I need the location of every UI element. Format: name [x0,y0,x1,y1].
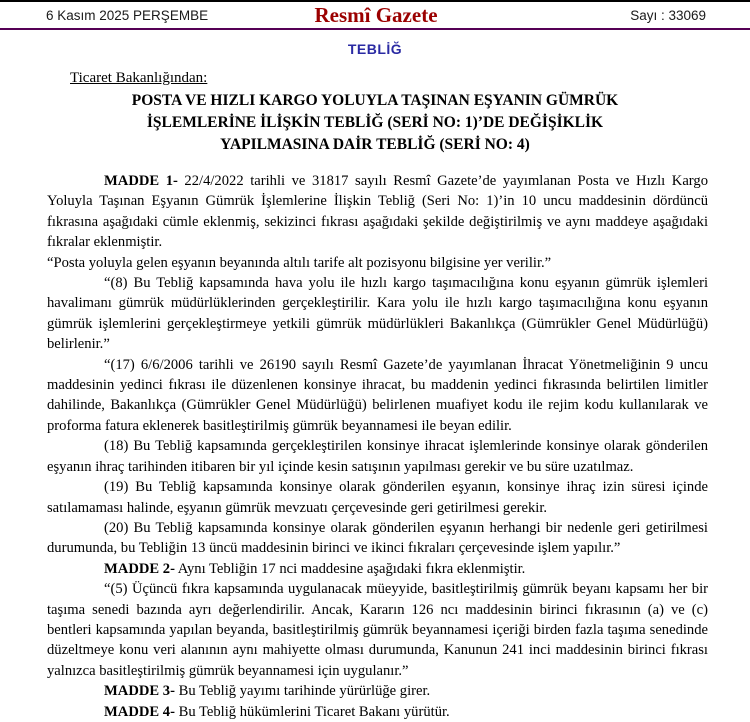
document-body [47,171,708,722]
paragraph-text: Bu Tebliğ yayımı tarihinde yürürlüğe girer. [174,683,431,700]
gazette-title: Resmî Gazete [314,3,438,27]
paragraph-fikra-5 [47,579,708,681]
issue-number: Sayı : 33069 [630,8,706,23]
paragraph-text: (19) Bu Tebliğ kapsamında konsinye olarak gönderilen eşyanın, konsinye ihraç izin süresi içinde satılamaması halinde, eşyanın gümrük mevzuatı çerçevesinde geri getirilmesi gerekir. [47,479,708,516]
section-heading: TEBLİĞ [347,41,403,57]
paragraph-madde-4 [47,702,708,722]
gazette-header [0,2,750,28]
paragraph-text: Aynı Tebliğin 17 nci maddesine aşağıdaki fıkra eklenmiştir. [174,560,526,577]
document-title-line-3: YAPILMASINA DAİR TEBLİĞ (SERİ NO: 4) [220,136,530,153]
article-lead: MADDE 3- [104,683,175,700]
paragraph-fikra-8 [47,273,708,355]
paragraph-text: (20) Bu Tebliğ kapsamında konsinye olarak gönderilen eşyanın herhangi bir nedenle geri getirilmesi durumunda, bu Tebliğin 13 üncü maddesinin birinci ve ikinci fıkraları çerçevesinde işlem yapılır.” [47,519,708,557]
paragraph-fikra-20 [47,518,708,559]
paragraph-text: (18) Bu Tebliğ kapsamında gerçekleştirilen konsinye ihracat işlemlerinde konsinye olarak gönderilen eşyanın ihraç tarihinden itibaren bir yıl içinde kesin satışının yapılması gerekir ve bu süre uzatılmaz. [47,438,708,475]
header-date: 6 Kasım 2025 PERŞEMBE [46,8,209,23]
paragraph-text: Bu Tebliğ hükümlerini Ticaret Bakanı yürütür. [174,703,450,720]
paragraph-madde-2 [47,559,708,579]
paragraph-fikra-19 [47,477,708,518]
document-title [0,90,750,156]
ministry-line: Ticaret Bakanlığından: [70,70,208,86]
paragraph-text: “(17) 6/6/2006 tarihli ve 26190 sayılı Resmî Gazete’de yayımlanan İhracat Yönetmeliğinin 9 uncu maddesinin yedinci fıkrası ile düzenlenen konsinye ihracat, bu maddenin yedinci fıkrasında belirtilen limitler dahilinde, Bakanlıkça (Gümrükler Genel Müdürlüğü) belirlenen muafiyet kodu ile rejim kodu kullanılarak ve proforma fatura eklenerek basitleştirilmiş gümrük beyannamesi ile beyan edilir. [47,356,708,434]
paragraph-text: 22/4/2022 tarihli ve 31817 sayılı Resmî Gazete’de yayımlanan Posta ve Hızlı Kargo Yoluyla Taşınan Eşyanın Gümrük İşlemlerine İlişkin Tebliğ (Seri No: 1)’in 10 uncu maddesinin dördüncü fıkrasına aşağıdaki cümle eklenmiş, sekizinci fıkrası aşağıdaki şekilde değiştirilmiş ve aynı maddeye aşağıdaki fıkralar eklenmiştir. [47,173,708,251]
paragraph-fikra-17 [47,355,708,437]
header-divider-rule [0,28,750,30]
article-lead: MADDE 1- [104,173,178,189]
article-lead: MADDE 2- [104,560,175,577]
paragraph-text: “(5) Üçüncü fıkra kapsamında uygulanacak müeyyide, basitleştirilmiş gümrük beyanı kapsamı her bir taşıma senedi bazında ayrı değerlendirilir. Ancak, Kararın 126 ncı maddesinin birinci fıkrasının (a) ve (c) bentleri kapsamında yapılan beyanda, basitleştirilmiş gümrük beyannamesi içeriği birden fazla taşıma senedinde düzeltmeye konu veri alanının aynı mahiyette olması durumunda, Kanunun 241 inci maddesinin birinci fıkrası yalnızca basitleştirilmiş gümrük beyannamesi için uygulanır.” [47,581,708,679]
paragraph-text: “Posta yoluyla gelen eşyanın beyanında altılı tarife alt pozisyonu bilgisine yer verilir.” [47,254,552,271]
paragraph-inserted-sentence [47,253,708,273]
paragraph-madde-3 [47,681,708,701]
paragraph-madde-1 [47,171,708,253]
document-title-line-1: POSTA VE HIZLI KARGO YOLUYLA TAŞINAN EŞYANIN GÜMRÜK [131,92,619,109]
paragraph-fikra-18 [47,436,708,477]
paragraph-text: “(8) Bu Tebliğ kapsamında hava yolu ile hızlı kargo taşımacılığına konu eşyanın gümrük işlemleri havalimanı gümrük müdürlüklerinden gerçekleştirilir. Kara yolu ile hızlı kargo taşımacılığına konu eşyanın gümrük işlemlerini gerçekleştirmeye yetkili gümrük müdürlükleri Bakanlıkça (Gümrükler Genel Müdürlüğü) belirlenir.” [47,275,708,353]
document-title-line-2: İŞLEMLERİNE İLİŞKİN TEBLİĞ (SERİ NO: 1)’DE DEĞİŞİKLİK [146,114,604,131]
article-lead: MADDE 4- [104,703,175,720]
